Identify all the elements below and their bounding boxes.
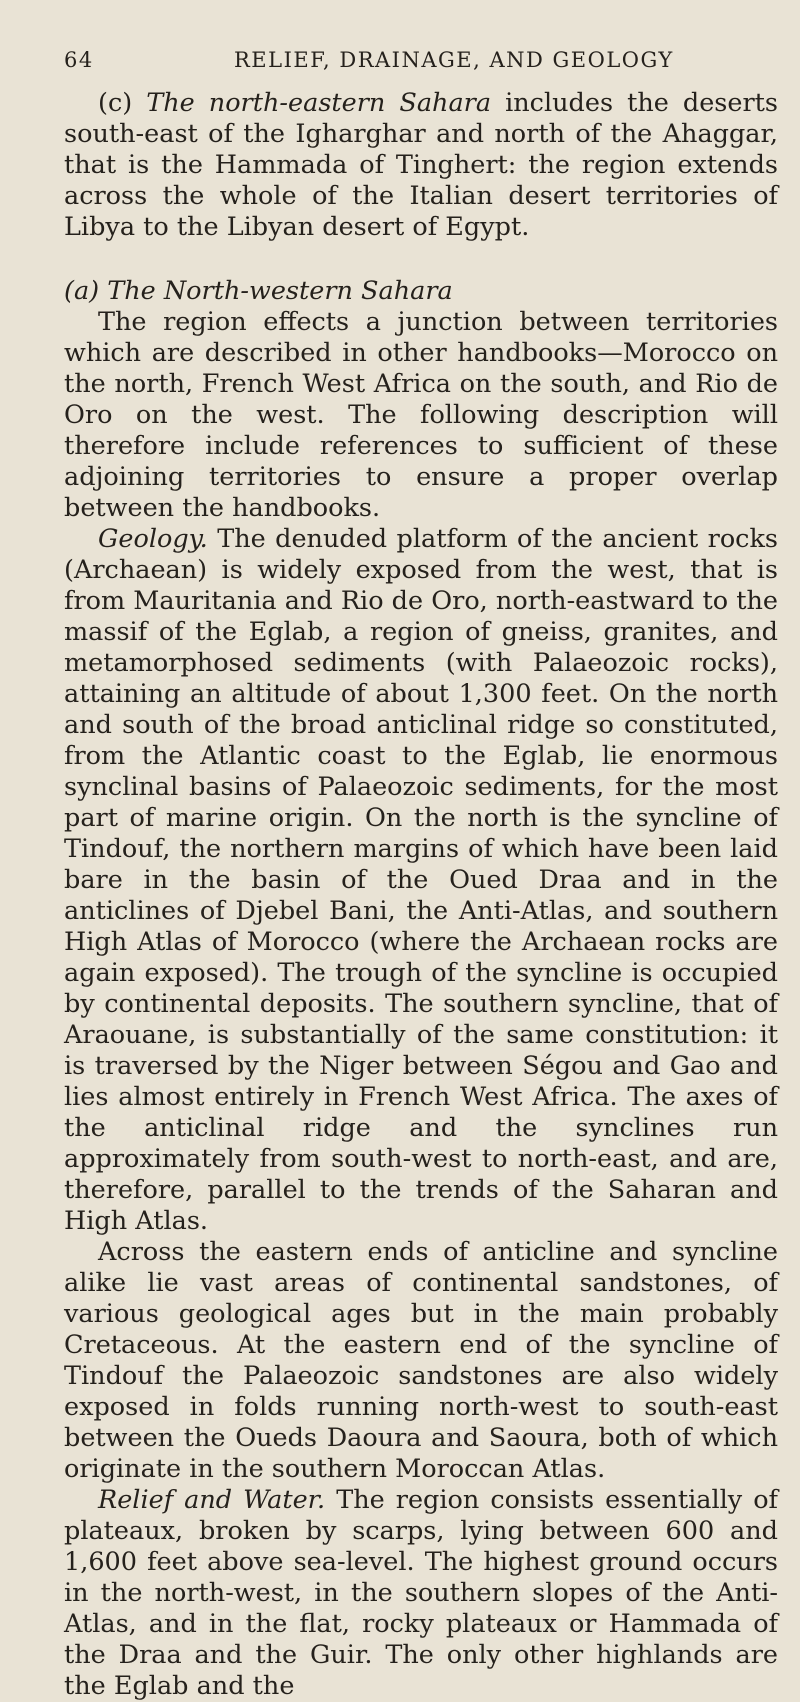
body-text — [64, 88, 778, 1702]
section-title: The North-western Sahara — [107, 276, 453, 306]
paragraph-sandstones — [64, 1237, 778, 1485]
running-title: RELIEF, DRAINAGE, AND GEOLOGY — [234, 48, 674, 72]
paragraph-text: The region effects a junction between territories which are described in other handbooks—Morocco on the north, French West Africa on the south, and Rio de Oro on the west. The following description will therefore include references to sufficient of these adjoining territories to ensure a proper overlap between the handbooks. — [64, 307, 778, 523]
paragraph-text: The denuded platform of the ancient rocks (Archaean) is widely exposed from the west, that is from Mauritania and Rio de Oro, north-eastward to the massif of the Eglab, a region of gneiss, granites, and metamorphosed sediments (with Palaeozoic rocks), attaining an altitude of about 1,300 feet. On the north and south of the broad anticlinal ridge so constituted, from the Atlantic coast to the Eglab, lie enormous synclinal basins of Palaeozoic sediments, for the most part of marine origin. On the north is the syncline of Tindouf, the northern margins of which have been laid bare in the basin of the Oued Draa and in the anticlines of Djebel Bani, the Anti-Atlas, and southern High Atlas of Morocco (where the Archaean rocks are again exposed). The trough of the syncline is occupied by continental deposits. The southern syncline, that of Araouane, is substantially of the same constitution: it is traversed by the Niger between Ségou and Gao and lies almost entirely in French West Africa. The axes of the anticlinal ridge and the synclines run approximately from south-west to north-east, and are, therefore, parallel to the trends of the Saharan and High Atlas. — [64, 524, 778, 1236]
paragraph-marker: (c) — [98, 88, 147, 118]
section-marker: (a) — [64, 276, 108, 306]
paragraph-north-eastern-sahara — [64, 88, 778, 243]
section-heading — [64, 276, 778, 307]
paragraph-geology — [64, 524, 778, 1237]
running-header — [64, 48, 778, 88]
paragraph-region — [64, 307, 778, 524]
paragraph-text: includes the deserts south-east of the Igharghar and north of the Ahaggar, that is the Hammada of Tinghert: the region extends across the whole of the Italian desert territories of Libya to the Libyan desert of Egypt. — [64, 88, 778, 242]
paragraph-label: Relief and Water. — [98, 1485, 326, 1515]
paragraph-text: The region consists essentially of plateaux, broken by scarps, lying between 600 and 1,600 feet above sea-level. The highest ground occurs in the north-west, in the southern slopes of the Anti-Atlas, and in the flat, rocky plateaux or Hammada of the Draa and the Guir. The only other highlands are the Eglab and the — [64, 1485, 778, 1701]
paragraph-relief-water — [64, 1485, 778, 1702]
paragraph-label: Geology. — [98, 524, 208, 554]
page-number: 64 — [64, 48, 94, 72]
paragraph-text: Across the eastern ends of anticline and syncline alike lie vast areas of continental sandstones, of various geological ages but in the main probably Cretaceous. At the eastern end of the syncline of Tindouf the Palaeozoic sandstones are also widely exposed in folds running north-west to south-east between the Oueds Daoura and Saoura, both of which originate in the southern Moroccan Atlas. — [64, 1237, 778, 1484]
paragraph-title: The north-eastern Sahara — [146, 88, 492, 118]
